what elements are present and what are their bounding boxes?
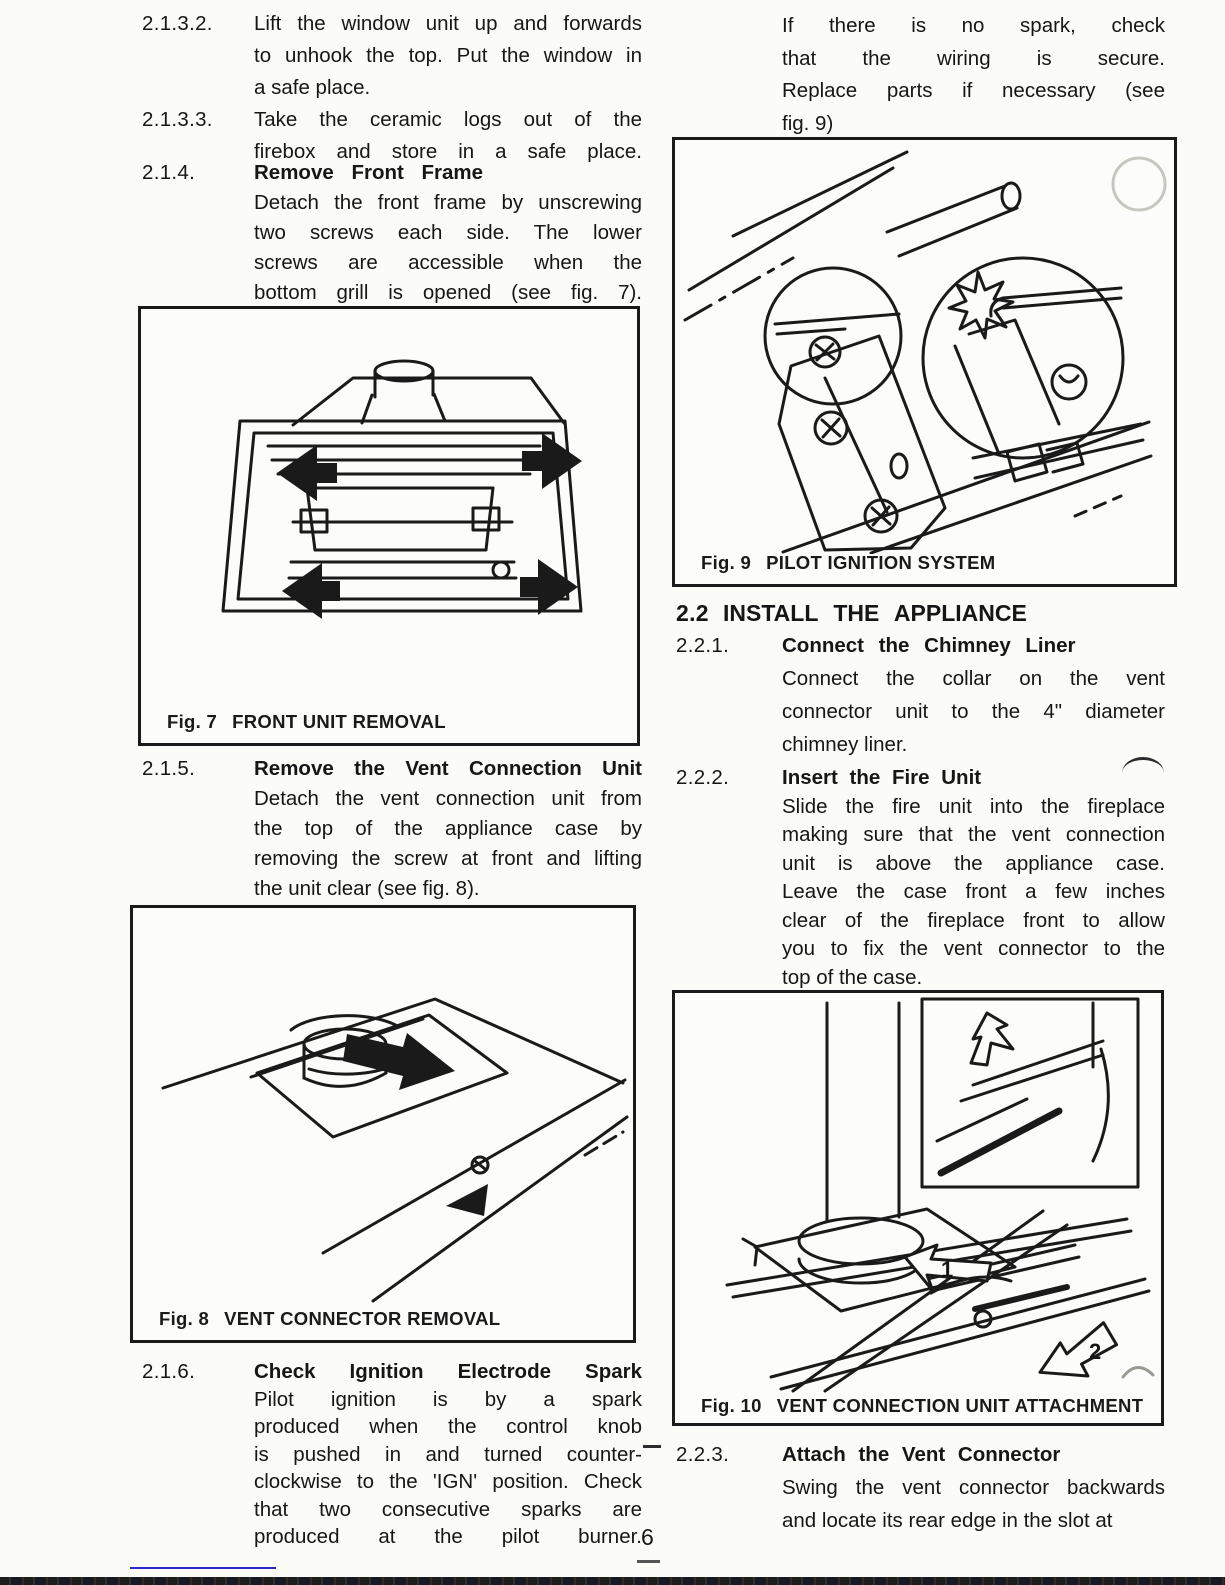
text-line: unit is above the appliance case. <box>782 851 1165 875</box>
figure-title: FRONT UNIT REMOVAL <box>232 711 446 732</box>
text-line: firebox and store in a safe place. <box>254 140 642 163</box>
section-2.1.6 <box>142 1358 642 1551</box>
section-heading: Check Ignition Electrode Spark <box>254 1360 642 1383</box>
section-body <box>254 1386 642 1551</box>
section-content <box>782 629 1165 761</box>
section-number: 2.1.3.3. <box>142 108 213 131</box>
text-line: top of the case. <box>782 965 923 989</box>
text-line: connector unit to the 4" diameter <box>782 700 1165 723</box>
text-line: Slide the fire unit into the fireplace <box>782 794 1165 818</box>
text-line: a safe place. <box>254 76 371 99</box>
step-2-label: 2 <box>1089 1339 1102 1364</box>
text-line: Detach the vent connection unit from <box>254 787 642 810</box>
text-line: that the wiring is secure. <box>782 46 1165 70</box>
text-line: bottom grill is opened (see fig. 7). <box>254 281 642 304</box>
section-heading: INSTALL THE APPLIANCE <box>723 600 1027 626</box>
section-content <box>782 764 1165 992</box>
text-line: Replace parts if necessary (see <box>782 79 1165 102</box>
section-number: 2.2.1. <box>676 634 730 657</box>
text-line: screws are accessible when the <box>254 251 642 274</box>
section-2.1.5 <box>142 754 642 904</box>
section-content <box>254 754 642 904</box>
section-2.2.3 <box>676 1438 1165 1537</box>
figure-7-illustration <box>141 309 637 719</box>
figure-10-caption <box>701 1395 1143 1417</box>
scan-edge-band <box>0 1577 1225 1585</box>
step-1-label: 1 <box>941 1257 954 1282</box>
text-line: Pilot ignition is by a spark <box>254 1387 642 1411</box>
section-heading: Connect the Chimney Liner <box>782 634 1076 657</box>
paragraph-continued <box>676 10 1165 140</box>
page-number: 6 <box>641 1524 654 1550</box>
section-number: 2.2.2. <box>676 766 730 789</box>
figure-title: VENT CONNECTION UNIT ATTACHMENT <box>776 1395 1144 1416</box>
figure-9-box <box>672 137 1177 587</box>
text-line: Lift the window unit up and forwards <box>254 12 642 35</box>
section-number: 2.1.3.2. <box>142 12 213 35</box>
figure-9-illustration <box>675 140 1174 554</box>
text-line: removing the screw at front and lifting <box>254 847 642 870</box>
text-line: clockwise to the 'IGN' position. Check <box>254 1470 642 1493</box>
section-2.2.1 <box>676 629 1165 761</box>
section-body <box>254 8 642 104</box>
section-heading: Insert the Fire Unit <box>782 766 982 789</box>
section-body <box>254 784 642 904</box>
figure-label: Fig. 9 <box>701 552 752 573</box>
text-line: that two consecutive sparks are <box>254 1497 642 1521</box>
figure-7-box <box>138 306 640 746</box>
figure-title: VENT CONNECTOR REMOVAL <box>224 1308 501 1329</box>
text-line: produced at the pilot burner. <box>254 1525 642 1548</box>
text-line: Swing the vent connector backwards <box>782 1476 1165 1499</box>
figure-8-box <box>130 905 636 1343</box>
figure-title: PILOT IGNITION SYSTEM <box>766 552 996 573</box>
indent-spacer <box>676 10 782 140</box>
section-2.2 <box>676 597 1165 629</box>
section-number: 2.1.4. <box>142 161 196 184</box>
figure-8-caption <box>159 1308 500 1330</box>
figure-7-caption <box>167 711 446 733</box>
scan-artifact-tick <box>643 1445 661 1448</box>
text-line: the top of the appliance case by <box>254 817 642 840</box>
text-line: produced when the control knob <box>254 1415 642 1438</box>
text-line: Take the ceramic logs out of the <box>254 108 642 131</box>
section-number: 2.1.6. <box>142 1360 196 1383</box>
text-line: If there is no spark, check <box>782 14 1165 37</box>
section-number: 2.2 <box>676 600 709 626</box>
page-number-underline <box>637 1560 660 1563</box>
text-line: is pushed in and turned counter- <box>254 1442 642 1466</box>
figure-10-illustration <box>675 993 1161 1393</box>
section-body <box>782 10 1165 140</box>
figure-8-illustration <box>133 908 633 1308</box>
scan-smudge-circle <box>1113 158 1165 210</box>
section-body <box>254 188 642 308</box>
text-line: Leave the case front a few inches <box>782 880 1165 903</box>
section-content <box>782 1438 1165 1537</box>
section-body <box>782 793 1165 993</box>
text-line: clear of the fireplace front to allow <box>782 908 1165 932</box>
section-number: 2.2.3. <box>676 1443 730 1466</box>
scan-artifact-blue-line <box>130 1567 276 1569</box>
figure-label: Fig. 10 <box>701 1395 762 1416</box>
section-heading: Remove the Vent Connection Unit <box>254 757 642 780</box>
figure-label: Fig. 7 <box>167 711 218 732</box>
figure-label: Fig. 8 <box>159 1308 210 1329</box>
section-number: 2.1.5. <box>142 757 196 780</box>
figure-10-box <box>672 990 1164 1426</box>
text-line: two screws each side. The lower <box>254 221 642 244</box>
text-line: fig. 9) <box>782 111 834 135</box>
section-2.2.2 <box>676 764 1165 992</box>
text-line: to unhook the top. Put the window in <box>254 44 642 67</box>
section-content <box>254 158 642 308</box>
text-line: Connect the collar on the vent <box>782 667 1165 690</box>
section-body <box>782 662 1165 761</box>
text-line: making sure that the vent connection <box>782 823 1165 846</box>
text-line: you to fix the vent connector to the <box>782 937 1165 960</box>
text-line: the unit clear (see fig. 8). <box>254 877 480 900</box>
section-heading: Attach the Vent Connector <box>782 1443 1061 1466</box>
section-heading: Remove Front Frame <box>254 161 484 184</box>
section-2.1.3.2 <box>142 8 642 104</box>
section-2.1.4 <box>142 158 642 308</box>
section-body <box>782 1471 1165 1537</box>
text-line: Detach the front frame by unscrewing <box>254 191 642 214</box>
text-line: and locate its rear edge in the slot at <box>782 1509 1113 1532</box>
text-line: chimney liner. <box>782 733 908 756</box>
figure-9-caption <box>701 552 995 574</box>
section-content <box>254 1358 642 1551</box>
